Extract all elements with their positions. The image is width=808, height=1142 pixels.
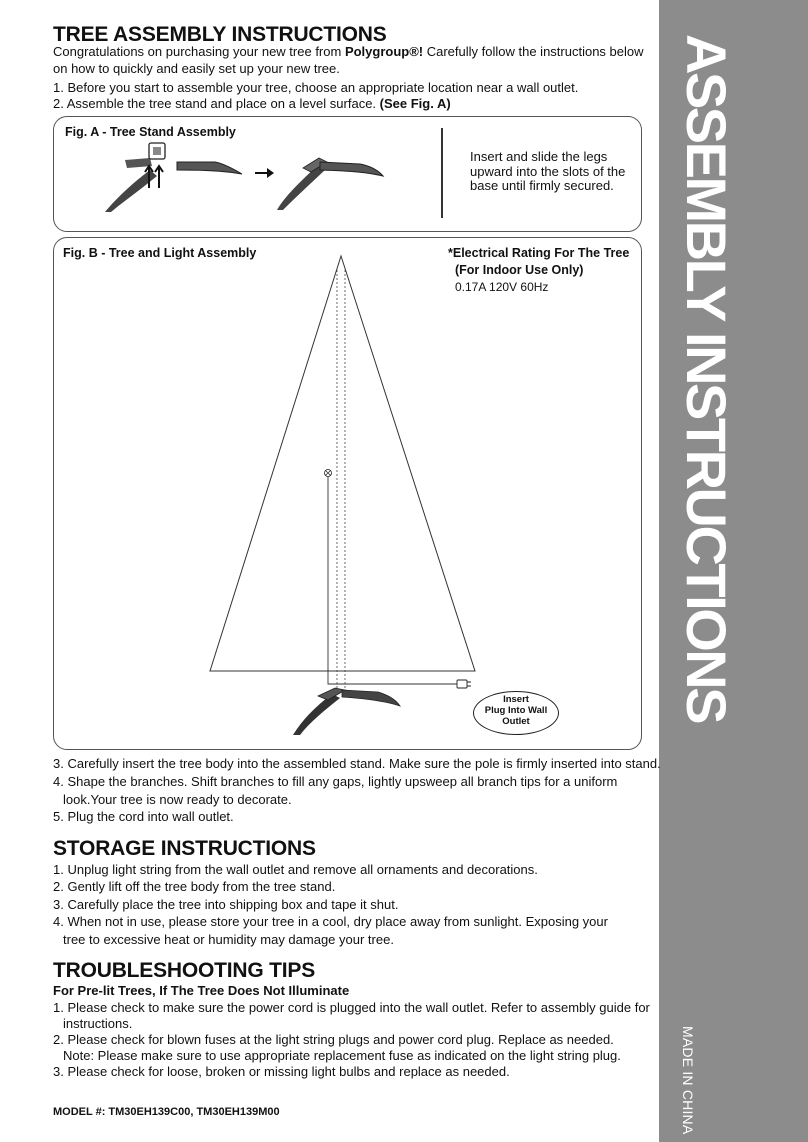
plug-icon	[457, 680, 467, 688]
storage-item-2: 2. Gently lift off the tree body from the tree stand.	[53, 879, 336, 894]
storage-item-4: 4. When not in use, please store your tree in a cool, dry place away from sunlight. Exposing your	[53, 914, 608, 929]
fig-a-note-line: base until firmly secured.	[470, 178, 614, 193]
fig-b-label: Fig. B - Tree and Light Assembly	[63, 246, 257, 260]
callout-line: Plug Into Wall	[484, 705, 548, 716]
power-cord	[328, 477, 458, 684]
callout-line: Insert	[503, 694, 529, 705]
storage-item-3: 3. Carefully place the tree into shipping box and tape it shut.	[53, 897, 399, 912]
assembly-step-1: 1. Before you start to assemble your tree, choose an appropriate location near a wall outlet.	[53, 80, 579, 95]
troubleshooting-item-1: 1. Please check to make sure the power cord is plugged into the wall outlet. Refer to assembly guide for	[53, 1000, 650, 1015]
made-in-label: MADE IN CHINA	[680, 1026, 696, 1135]
callout-line: Outlet	[502, 716, 530, 727]
electrical-rating-value: 0.17A 120V 60Hz	[455, 280, 549, 294]
troubleshooting-item-1-cont: instructions.	[63, 1016, 133, 1031]
up-arrow-icon	[155, 166, 163, 188]
assembly-heading: TREE ASSEMBLY INSTRUCTIONS	[53, 23, 387, 46]
storage-item-4-cont: tree to excessive heat or humidity may damage your tree.	[63, 932, 394, 947]
right-arrow-icon	[255, 168, 274, 178]
fig-a-note	[470, 150, 625, 194]
tree-illustration	[200, 250, 480, 740]
electrical-rating-subtitle: (For Indoor Use Only)	[455, 263, 584, 277]
tree-stand-assembly-illustration	[95, 140, 395, 215]
troubleshooting-heading: TROUBLESHOOTING TIPS	[53, 959, 316, 982]
troubleshooting-subheading: For Pre-lit Trees, If The Tree Does Not Illuminate	[53, 983, 350, 998]
tree-body	[210, 256, 475, 671]
troubleshooting-item-3: 3. Please check for loose, broken or missing light bulbs and replace as needed.	[53, 1064, 510, 1079]
fig-a-note-line: Insert and slide the legs	[470, 149, 608, 164]
fig-a-label: Fig. A - Tree Stand Assembly	[65, 125, 236, 139]
assembly-step-3: 3. Carefully insert the tree body into the assembled stand. Make sure the pole is firmly inserted into stand.	[53, 756, 661, 771]
loose-leg	[177, 162, 242, 174]
electrical-rating-title: *Electrical Rating For The Tree	[448, 246, 630, 260]
troubleshooting-note: Note: Please make sure to use appropriate replacement fuse as indicated on the light string plug.	[63, 1048, 621, 1063]
sidebar-title: ASSEMBLY INSTRUCTIONS	[675, 34, 738, 723]
assembly-step-5: 5. Plug the cord into wall outlet.	[53, 809, 234, 824]
storage-item-1: 1. Unplug light string from the wall outlet and remove all ornaments and decorations.	[53, 862, 538, 877]
assembly-step-2: 2. Assemble the tree stand and place on a level surface. (See Fig. A)	[53, 96, 451, 111]
intro-line-1: Congratulations on purchasing your new tree from Polygroup®! Carefully follow the instructions below	[53, 44, 644, 59]
fig-a-note-line: upward into the slots of the	[470, 163, 626, 179]
assembly-step-4: 4. Shape the branches. Shift branches to fill any gaps, lightly upsweep all branch tips for a uniform	[53, 774, 618, 789]
intro-line-2: on how to quickly and easily set up your new tree.	[53, 61, 340, 76]
fig-a-divider	[441, 128, 443, 218]
storage-heading: STORAGE INSTRUCTIONS	[53, 837, 316, 860]
model-number: MODEL #: TM30EH139C00, TM30EH139M00	[53, 1106, 280, 1118]
troubleshooting-item-2: 2. Please check for blown fuses at the light string plugs and power cord plug. Replace as needed.	[53, 1032, 614, 1047]
plug-into-wall-callout	[473, 691, 559, 735]
assembled-stand	[277, 166, 325, 210]
tree-stand	[293, 694, 340, 735]
assembly-step-4-cont: look.Your tree is now ready to decorate.	[63, 792, 292, 807]
